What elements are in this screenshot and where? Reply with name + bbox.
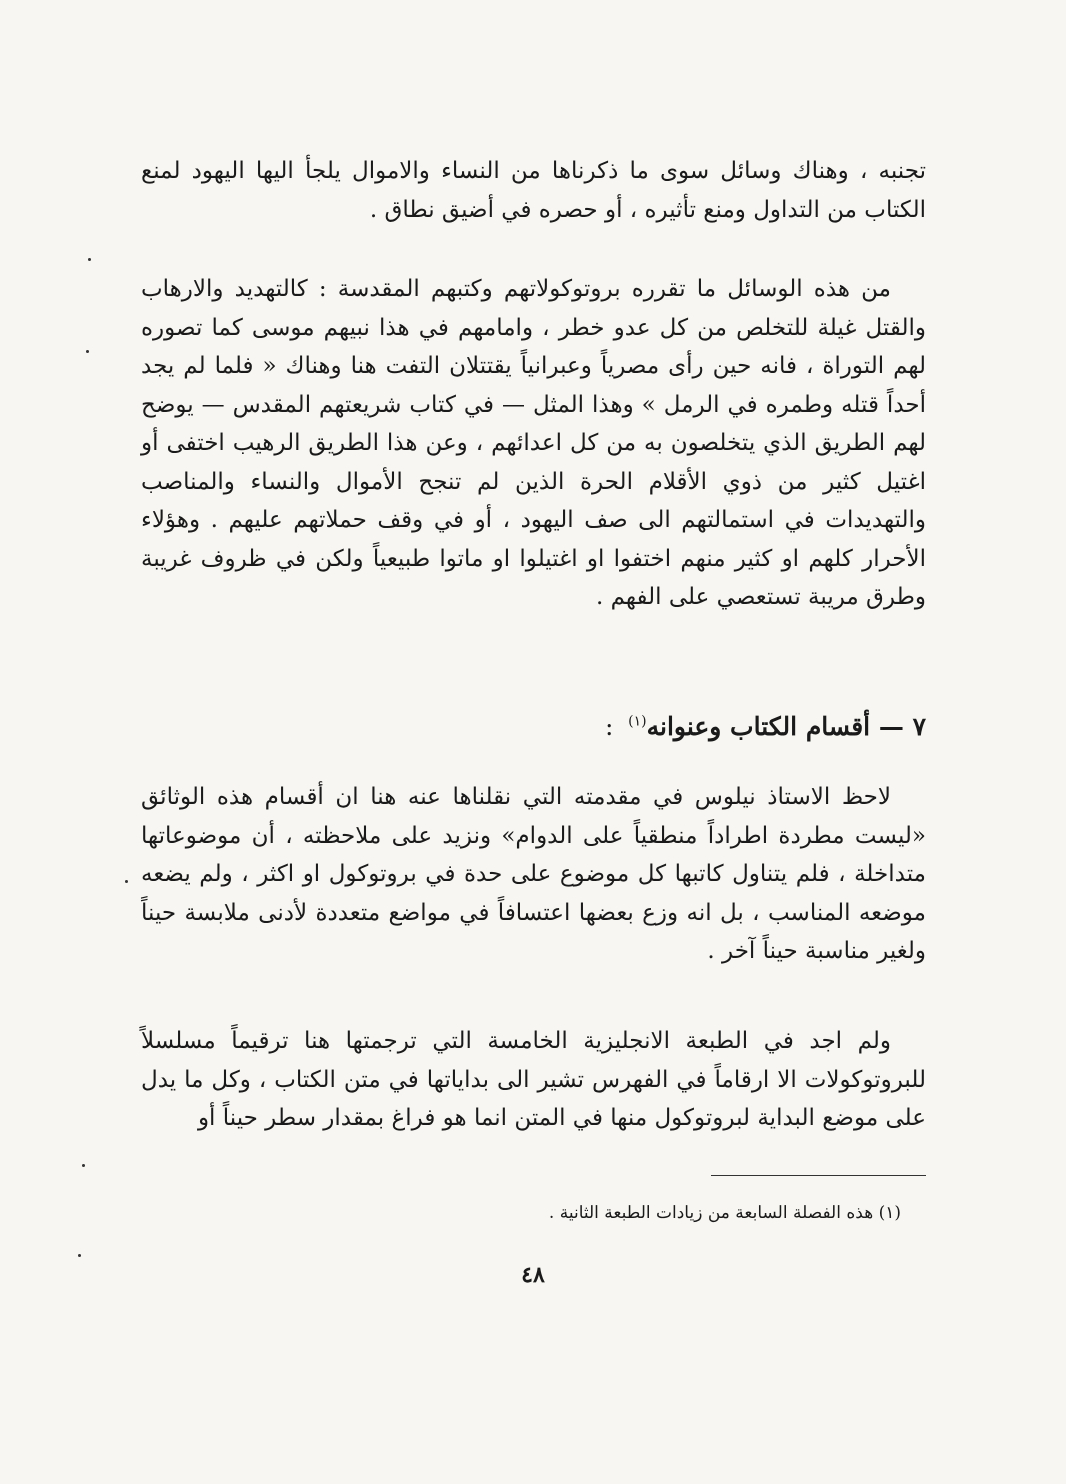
scan-speck [125, 880, 128, 883]
paragraph-nilus-note: لاحظ الاستاذ نيلوس في مقدمته التي نقلناها عنه هنا ان أقسام هذه الوثائق «ليست مطردة اطراداً منطقياً على الدوام» ونزيد على ملاحظته ، أن موضوعاتها متداخلة ، فلم يتناول كاتبها كل موضوع على حدة في بروتوكول او اكثر ، ولم يضعه موضعه المناسب ، بل انه وزع بعضها اعتسافاً في مواضع متعددة لأدنى ملابسة حيناً ولغير مناسبة حيناً آخر . [141, 784, 926, 964]
section-heading [141, 712, 926, 741]
footnote-marker: (١) [878, 1203, 901, 1223]
footnote-divider [711, 1175, 926, 1176]
section-dash: — [878, 712, 904, 741]
footnote [141, 1200, 901, 1226]
section-colon: : [604, 712, 614, 741]
page-number: ٤٨ [521, 1262, 545, 1288]
scan-speck [86, 350, 89, 353]
section-title: أقسام الكتاب وعنوانه [646, 712, 871, 741]
footnote-text: هذه الفصلة السابعة من زيادات الطبعة الثانية . [548, 1203, 874, 1223]
paragraph-methods: من هذه الوسائل ما تقرره بروتوكولاتهم وكتبهم المقدسة : كالتهديد والارهاب والقتل غيلة للتخلص من كل عدو خطر ، وامامهم في هذا نبيهم موسى كما تصوره لهم التوراة ، فانه حين رأى مصرياً وعبرانياً يقتتلان التفت هنا وهناك « فلما لم يجد أحداً قتله وطمره في الرمل » وهذا المثل — في كتاب شريعتهم المقدس — يوضح لهم الطريق الذي يتخلصون به من كل اعدائهم ، وعن هذا الطريق الرهيب اختفى أو اغتيل كثير من ذوي الأقلام الحرة الذين لم تنجح الأموال والنساء والمناصب والتهديدات في استمالتهم الى صف اليهود ، أو في وقف حملاتهم عليهم . وهؤلاء الأحرار كلهم او كثير منهم اختفوا او اغتيلوا او ماتوا طبيعياً ولكن في ظروف غريبة وطرق مريبة تستعصي على الفهم . [141, 276, 926, 610]
section-number: ٧ [912, 712, 926, 741]
paragraph-continuation: تجنبه ، وهناك وسائل سوى ما ذكرناها من النساء والاموال يلجأ اليها اليهود لمنع الكتاب من التداول ومنع تأثيره ، أو حصره في أضيق نطاق . [141, 158, 926, 223]
scan-speck [82, 1164, 85, 1167]
footnote-reference: (١) [628, 713, 647, 730]
scan-speck [78, 1254, 81, 1257]
scan-speck [88, 258, 91, 261]
paragraph-english-edition: ولم اجد في الطبعة الانجليزية الخامسة التي ترجمتها هنا ترقيماً مسلسلاً للبروتوكولات الا ارقاماً في الفهرس تشير الى بداياتها في متن الكتاب ، وكل ما يدل على موضع البداية لبروتوكول منها في المتن انما هو فراغ بمقدار سطر حيناً أو [141, 1028, 926, 1131]
